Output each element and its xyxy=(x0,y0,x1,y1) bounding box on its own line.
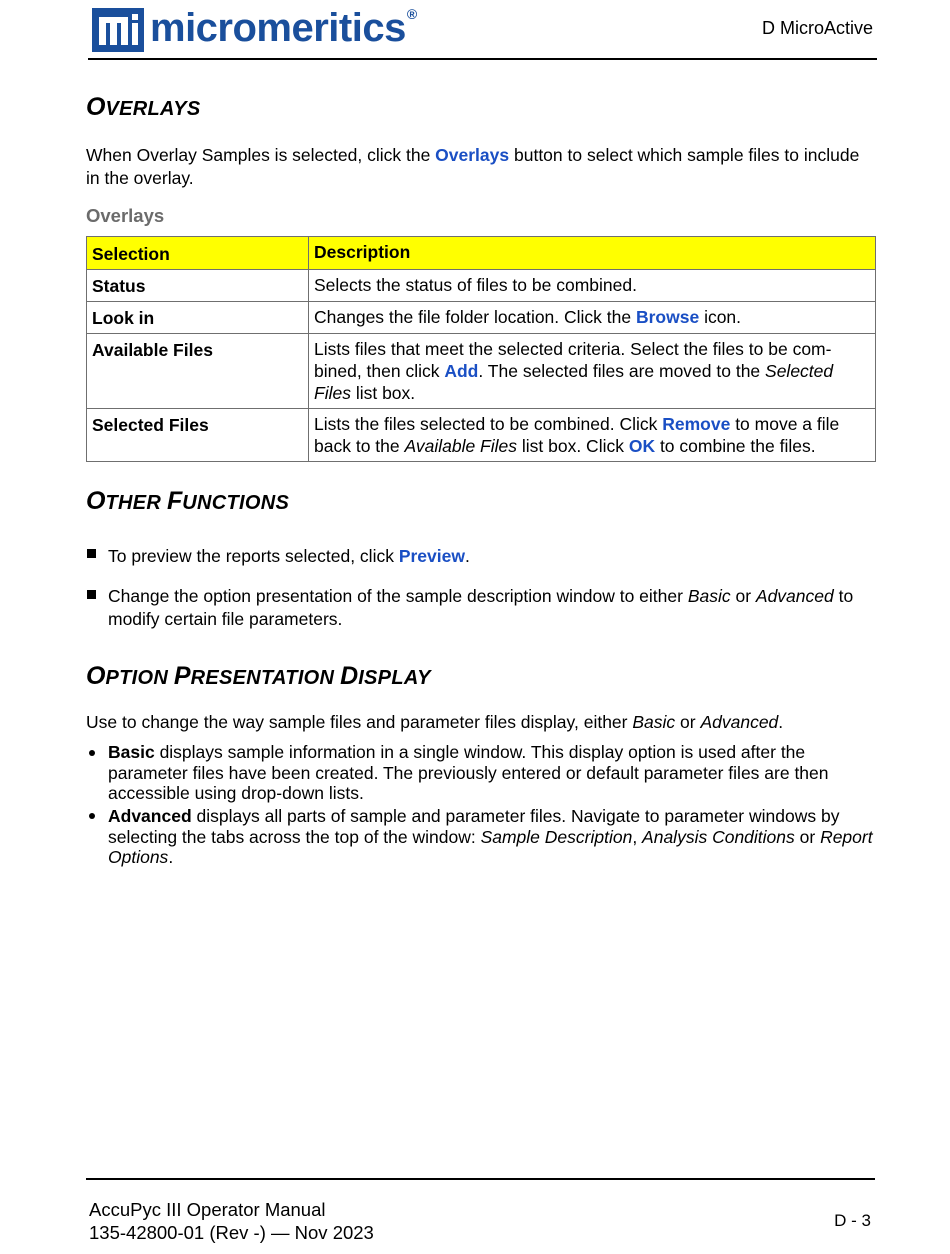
column-header-description: Description xyxy=(309,237,876,270)
other-functions-heading: OTHER FUNCTIONS xyxy=(86,487,290,515)
table-title: Overlays xyxy=(86,205,165,226)
logo-wordmark xyxy=(150,3,417,53)
description-look-in: Changes the file folder location. Click the Browse icon. xyxy=(309,302,876,334)
selection-selected-files: Selected Files xyxy=(87,409,309,462)
option-presentation-display-heading: OPTION PRESENTATION DISPLAY xyxy=(86,662,431,690)
description-available-files: Lists files that meet the selected criteria. Select the files to be com-bined, then click Add. The selected files are moved to the Selected Files list box. xyxy=(309,334,876,409)
table-row xyxy=(87,334,876,409)
selection-status: Status xyxy=(87,270,309,302)
footer-manual-title: AccuPyc III Operator Manual xyxy=(89,1199,326,1220)
round-bullet-icon xyxy=(89,813,95,819)
preview-button-ref: Preview xyxy=(398,546,465,566)
selection-look-in: Look in xyxy=(87,302,309,334)
registered-mark: ® xyxy=(406,6,417,22)
description-status: Selects the status of files to be combined. xyxy=(309,270,876,302)
add-button-ref: Add xyxy=(444,361,479,381)
logo-text: micromeritics xyxy=(150,6,406,50)
page-number: D - 3 xyxy=(834,1211,871,1230)
section-name: D MicroActive xyxy=(761,18,873,38)
list-item: Change the option presentation of the sample description window to either Basic or Advanced to modify certain file parameters. xyxy=(108,586,854,629)
description-selected-files: Lists the files selected to be combined. Click Remove to move a file back to the Available Files list box. Click OK to combine the files. xyxy=(309,409,876,462)
overlays-button-ref: Overlays xyxy=(435,145,510,165)
round-bullet-icon xyxy=(89,750,95,756)
remove-button-ref: Remove xyxy=(662,414,731,434)
table-header-row xyxy=(87,237,876,270)
overlays-table xyxy=(86,236,876,462)
overlays-intro: When Overlay Samples is selected, click the Overlays button to select which sample files to include in the overlay. xyxy=(86,145,860,188)
micromeritics-logo-icon xyxy=(92,8,144,52)
ok-button-ref: OK xyxy=(628,436,656,456)
overlays-heading: OVERLAYS xyxy=(86,93,201,121)
header-divider xyxy=(88,58,877,60)
column-header-selection: Selection xyxy=(87,237,309,270)
micromeritics-logo xyxy=(92,6,432,54)
footer-document-id: 135-42800-01 (Rev -) — Nov 2023 xyxy=(89,1222,374,1243)
option-presentation-intro: Use to change the way sample files and parameter files display, either Basic or Advanced. xyxy=(86,712,784,732)
list-item: To preview the reports selected, click Preview. xyxy=(108,546,470,566)
list-item-basic: Basic displays sample information in a single window. This display option is used after the parameter files have been created. The previously entered or default parameter files are then accessible using drop-down lists. xyxy=(108,742,829,803)
list-item-advanced: Advanced displays all parts of sample and parameter files. Navigate to parameter windows by selecting the tabs across the top of the window: Sample Description, Analysis Conditions or Report Options. xyxy=(108,806,873,867)
selection-available-files: Available Files xyxy=(87,334,309,409)
table-row xyxy=(87,302,876,334)
square-bullet-icon xyxy=(87,590,96,599)
square-bullet-icon xyxy=(87,549,96,558)
table-row xyxy=(87,409,876,462)
footer-divider xyxy=(86,1178,875,1180)
browse-button-ref: Browse xyxy=(635,307,700,327)
table-row xyxy=(87,270,876,302)
